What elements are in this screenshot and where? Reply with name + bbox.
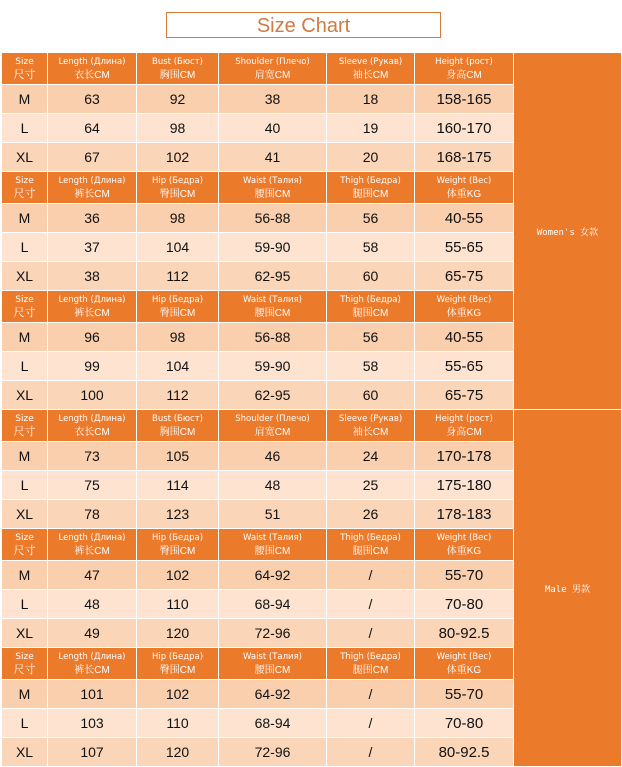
column-header (219, 410, 327, 442)
column-header (2, 53, 48, 85)
column-header (327, 172, 415, 204)
column-header-label-cn: 胸围CM (159, 426, 196, 438)
value-cell: / (327, 709, 415, 738)
column-header-label: Sleeve (Рукав) (338, 413, 403, 424)
value-cell: 48 (48, 590, 137, 619)
size-cell: M (2, 442, 48, 471)
column-header (2, 648, 48, 680)
column-header (219, 53, 327, 85)
column-header-label: Hip (Бедра) (151, 294, 204, 305)
column-header-label-cn: 尺寸 (13, 663, 36, 676)
value-cell: 55-70 (415, 680, 514, 709)
value-cell: 70-80 (415, 590, 514, 619)
value-cell: 41 (219, 143, 327, 172)
value-cell: 56-88 (219, 323, 327, 352)
column-header (137, 410, 219, 442)
value-cell: 47 (48, 561, 137, 590)
value-cell: 40-55 (415, 204, 514, 233)
column-header-label-cn: 臀围CM (159, 307, 196, 319)
column-header-label: Waist (Талия) (243, 651, 302, 662)
column-header-label: Thigh (Бедра) (340, 175, 401, 186)
value-cell: 63 (48, 85, 137, 114)
section-header-row (2, 410, 622, 442)
column-header (137, 172, 219, 204)
value-cell: 80-92.5 (415, 619, 514, 648)
column-header-label: Hip (Бедра) (151, 651, 204, 662)
column-header-label-cn: 裤长CM (74, 188, 110, 200)
value-cell: 51 (219, 500, 327, 529)
value-cell: 104 (137, 352, 219, 381)
column-header (219, 529, 327, 561)
value-cell: 114 (137, 471, 219, 500)
value-cell: 24 (327, 442, 415, 471)
column-header-label: Height (рост) (435, 413, 493, 424)
value-cell: 59-90 (219, 233, 327, 262)
value-cell: 100 (48, 381, 137, 410)
title-area (0, 0, 622, 52)
column-header-label: Thigh (Бедра) (340, 294, 401, 305)
column-header-label-cn: 尺寸 (13, 425, 36, 438)
size-cell: M (2, 561, 48, 590)
column-header-label-cn: 裤长CM (74, 664, 110, 676)
column-header (48, 410, 137, 442)
column-header-label: Length (Длина) (58, 56, 126, 67)
column-header-label: Weight (Вес) (436, 651, 492, 662)
value-cell: 112 (137, 381, 219, 410)
column-header (137, 648, 219, 680)
column-header (219, 648, 327, 680)
column-header (415, 529, 514, 561)
value-cell: 178-183 (415, 500, 514, 529)
column-header (219, 172, 327, 204)
value-cell: 60 (327, 381, 415, 410)
size-cell: L (2, 114, 48, 143)
value-cell: 98 (137, 323, 219, 352)
size-cell: XL (2, 619, 48, 648)
column-header-label-cn: 臀围CM (159, 545, 196, 557)
column-header-label: Length (Длина) (58, 175, 126, 186)
column-header-label-cn: 腰围CM (254, 664, 291, 676)
column-header-label-cn: 尺寸 (13, 544, 36, 557)
column-header-label-cn: 尺寸 (13, 68, 36, 81)
column-header (48, 529, 137, 561)
value-cell: 98 (137, 204, 219, 233)
value-cell: 80-92.5 (415, 738, 514, 767)
column-header-label-cn: 体重KG (446, 188, 482, 200)
size-cell: XL (2, 738, 48, 767)
column-header-label: Weight (Вес) (436, 532, 492, 543)
column-header-label: Size (15, 413, 34, 424)
column-header-label-cn: 腿围CM (352, 664, 389, 676)
size-cell: L (2, 233, 48, 262)
value-cell: 104 (137, 233, 219, 262)
column-header (137, 529, 219, 561)
column-header (2, 529, 48, 561)
value-cell: 123 (137, 500, 219, 529)
column-header-label-cn: 袖长CM (352, 426, 389, 438)
size-cell: M (2, 85, 48, 114)
size-cell: M (2, 323, 48, 352)
column-header (327, 53, 415, 85)
column-header-label: Weight (Вес) (436, 294, 492, 305)
value-cell: 59-90 (219, 352, 327, 381)
column-header-label: Length (Длина) (58, 294, 126, 305)
column-header (48, 53, 137, 85)
column-header (415, 172, 514, 204)
value-cell: / (327, 738, 415, 767)
size-cell: XL (2, 500, 48, 529)
page-title: Size Chart (166, 12, 441, 38)
value-cell: 68-94 (219, 590, 327, 619)
column-header (2, 291, 48, 323)
size-cell: L (2, 590, 48, 619)
section-header-row (2, 53, 622, 85)
column-header-label: Weight (Вес) (436, 175, 492, 186)
column-header-label: Length (Длина) (58, 651, 126, 662)
value-cell: 120 (137, 738, 219, 767)
column-header-label-cn: 袖长CM (352, 69, 389, 81)
column-header (327, 291, 415, 323)
value-cell: 67 (48, 143, 137, 172)
value-cell: / (327, 619, 415, 648)
column-header-label-cn: 腰围CM (254, 307, 291, 319)
value-cell: 78 (48, 500, 137, 529)
value-cell: 101 (48, 680, 137, 709)
column-header-label: Thigh (Бедра) (340, 532, 401, 543)
value-cell: 55-65 (415, 352, 514, 381)
column-header (415, 291, 514, 323)
column-header (415, 410, 514, 442)
column-header (48, 291, 137, 323)
column-header-label-cn: 腰围CM (254, 545, 291, 557)
column-header-label: Hip (Бедра) (151, 175, 204, 186)
column-header (415, 648, 514, 680)
value-cell: 64-92 (219, 680, 327, 709)
size-cell: L (2, 709, 48, 738)
size-chart-body (2, 53, 622, 767)
column-header-label: Length (Длина) (58, 532, 126, 543)
value-cell: 64-92 (219, 561, 327, 590)
column-header (48, 648, 137, 680)
value-cell: 158-165 (415, 85, 514, 114)
column-header (327, 410, 415, 442)
value-cell: 38 (48, 262, 137, 291)
column-header-label: Height (рост) (435, 56, 493, 67)
value-cell: 62-95 (219, 262, 327, 291)
column-header-label-cn: 衣长CM (74, 69, 110, 81)
value-cell: 46 (219, 442, 327, 471)
column-header-label: Waist (Талия) (243, 175, 302, 186)
value-cell: 37 (48, 233, 137, 262)
column-header-label-cn: 身高CM (446, 426, 482, 438)
column-header-label: Size (15, 532, 34, 543)
group-label-women: Women's 女款 (514, 53, 622, 410)
value-cell: 110 (137, 709, 219, 738)
column-header-label-cn: 腿围CM (352, 307, 389, 319)
column-header-label: Shoulder (Плечо) (235, 413, 310, 424)
value-cell: 20 (327, 143, 415, 172)
column-header-label: Hip (Бедра) (151, 532, 204, 543)
value-cell: / (327, 680, 415, 709)
column-header-label-cn: 腿围CM (352, 188, 389, 200)
column-header-label: Thigh (Бедра) (340, 651, 401, 662)
value-cell: 75 (48, 471, 137, 500)
value-cell: 58 (327, 233, 415, 262)
column-header-label: Size (15, 175, 34, 186)
column-header-label-cn: 尺寸 (13, 306, 36, 319)
value-cell: 120 (137, 619, 219, 648)
size-cell: XL (2, 381, 48, 410)
value-cell: 92 (137, 85, 219, 114)
value-cell: 56 (327, 323, 415, 352)
value-cell: 168-175 (415, 143, 514, 172)
value-cell: 72-96 (219, 738, 327, 767)
column-header-label: Shoulder (Плечо) (235, 56, 310, 67)
size-chart-container (1, 52, 621, 767)
value-cell: 102 (137, 680, 219, 709)
value-cell: 49 (48, 619, 137, 648)
column-header (48, 172, 137, 204)
value-cell: 55-65 (415, 233, 514, 262)
column-header (327, 648, 415, 680)
value-cell: 60 (327, 262, 415, 291)
column-header-label: Waist (Талия) (243, 532, 302, 543)
value-cell: 40 (219, 114, 327, 143)
column-header-label-cn: 臀围CM (159, 188, 196, 200)
column-header-label: Waist (Талия) (243, 294, 302, 305)
value-cell: 18 (327, 85, 415, 114)
column-header-label-cn: 体重KG (446, 664, 482, 676)
value-cell: 38 (219, 85, 327, 114)
value-cell: 170-178 (415, 442, 514, 471)
value-cell: 70-80 (415, 709, 514, 738)
column-header (2, 172, 48, 204)
value-cell: 72-96 (219, 619, 327, 648)
column-header-label-cn: 尺寸 (13, 187, 36, 200)
value-cell: 26 (327, 500, 415, 529)
value-cell: 112 (137, 262, 219, 291)
value-cell: 55-70 (415, 561, 514, 590)
value-cell: 40-55 (415, 323, 514, 352)
column-header-label: Length (Длина) (58, 413, 126, 424)
column-header (219, 291, 327, 323)
column-header-label-cn: 腿围CM (352, 545, 389, 557)
value-cell: 96 (48, 323, 137, 352)
size-chart-table (1, 52, 622, 767)
column-header-label: Bust (Бюст) (152, 56, 203, 67)
column-header-label: Size (15, 56, 34, 67)
value-cell: 64 (48, 114, 137, 143)
column-header-label-cn: 肩宽CM (254, 69, 291, 81)
value-cell: 19 (327, 114, 415, 143)
column-header-label: Size (15, 651, 34, 662)
value-cell: 62-95 (219, 381, 327, 410)
value-cell: 48 (219, 471, 327, 500)
value-cell: 102 (137, 561, 219, 590)
value-cell: 25 (327, 471, 415, 500)
value-cell: 36 (48, 204, 137, 233)
group-label-male: Male 男款 (514, 410, 622, 767)
value-cell: 56-88 (219, 204, 327, 233)
value-cell: 58 (327, 352, 415, 381)
column-header (137, 53, 219, 85)
column-header-label-cn: 裤长CM (74, 307, 110, 319)
size-cell: XL (2, 262, 48, 291)
value-cell: 175-180 (415, 471, 514, 500)
column-header-label-cn: 体重KG (446, 545, 482, 557)
value-cell: 73 (48, 442, 137, 471)
column-header (327, 529, 415, 561)
column-header-label-cn: 腰围CM (254, 188, 291, 200)
column-header-label-cn: 衣长CM (74, 426, 110, 438)
column-header-label: Size (15, 294, 34, 305)
value-cell: 110 (137, 590, 219, 619)
value-cell: 68-94 (219, 709, 327, 738)
column-header-label-cn: 肩宽CM (254, 426, 291, 438)
value-cell: / (327, 590, 415, 619)
value-cell: 102 (137, 143, 219, 172)
column-header (137, 291, 219, 323)
column-header-label: Bust (Бюст) (152, 413, 203, 424)
value-cell: 65-75 (415, 381, 514, 410)
column-header-label-cn: 体重KG (446, 307, 482, 319)
size-cell: M (2, 204, 48, 233)
column-header (2, 410, 48, 442)
column-header-label-cn: 胸围CM (159, 69, 196, 81)
value-cell: 107 (48, 738, 137, 767)
value-cell: 99 (48, 352, 137, 381)
value-cell: / (327, 561, 415, 590)
value-cell: 160-170 (415, 114, 514, 143)
column-header-label-cn: 身高CM (446, 69, 482, 81)
column-header-label: Sleeve (Рукав) (338, 56, 403, 67)
size-cell: L (2, 352, 48, 381)
value-cell: 98 (137, 114, 219, 143)
column-header-label-cn: 裤长CM (74, 545, 110, 557)
size-cell: L (2, 471, 48, 500)
value-cell: 65-75 (415, 262, 514, 291)
value-cell: 56 (327, 204, 415, 233)
column-header (415, 53, 514, 85)
size-cell: M (2, 680, 48, 709)
value-cell: 103 (48, 709, 137, 738)
value-cell: 105 (137, 442, 219, 471)
size-cell: XL (2, 143, 48, 172)
column-header-label-cn: 臀围CM (159, 664, 196, 676)
